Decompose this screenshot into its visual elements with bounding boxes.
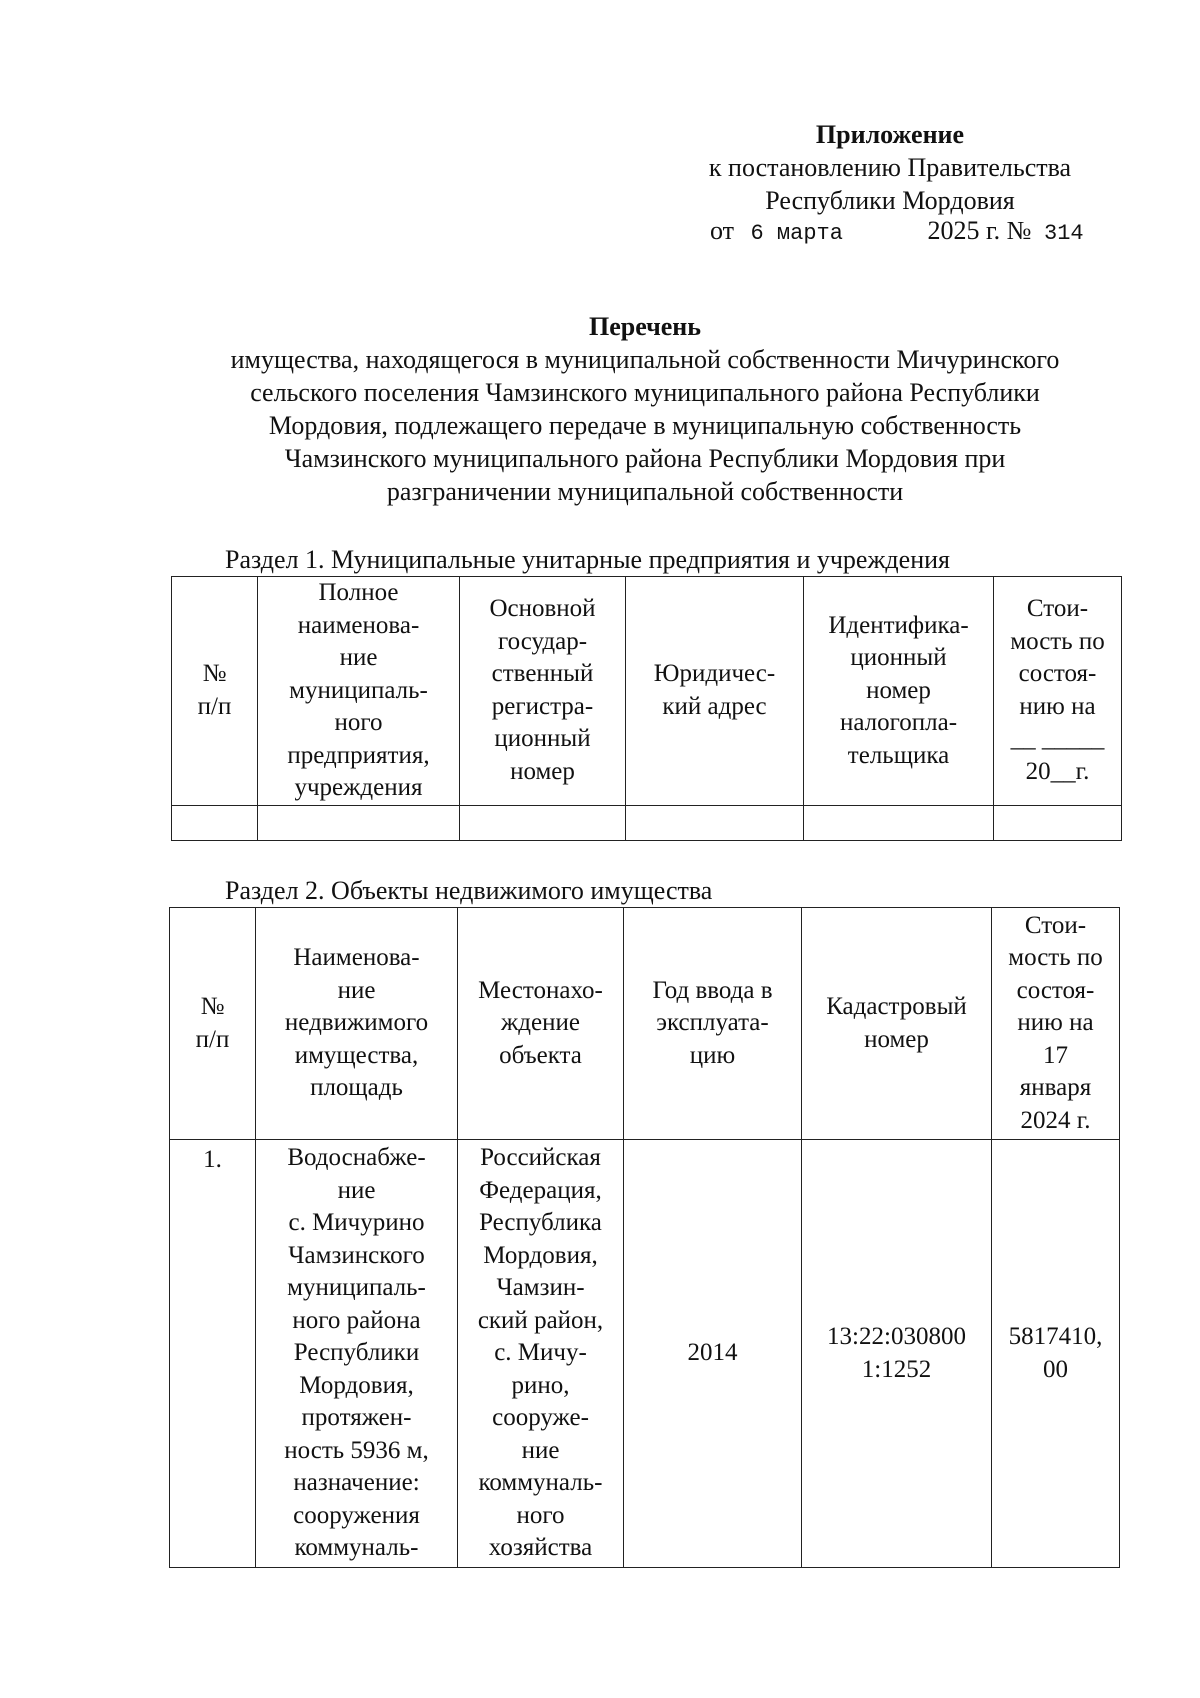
cell-text: Мордовия,	[299, 1371, 414, 1399]
header-text: эксплуата-	[656, 1009, 769, 1037]
cell-text: сооруже-	[492, 1404, 589, 1431]
header-cell-year	[624, 908, 802, 1140]
cell-text: 5817410,	[1008, 1323, 1103, 1350]
header-text: номер	[510, 757, 575, 785]
header-text: 2024 г.	[1020, 1106, 1091, 1134]
row-number: 1.	[170, 1140, 256, 1568]
document-subtitle-line: разграничении муниципальной собственности	[386, 477, 904, 506]
header-text: предприятия,	[287, 741, 430, 769]
table-cell	[258, 805, 460, 840]
header-text: регистра-	[491, 692, 594, 720]
cell-text: ного	[516, 1501, 565, 1529]
date-year: 2025 г. №	[927, 216, 1032, 245]
table-cell	[804, 805, 994, 840]
header-text: п/п	[197, 692, 232, 720]
section-1-heading: Раздел 1. Муниципальные унитарные предприятия и учреждения	[225, 545, 950, 574]
header-text: налогопла-	[839, 709, 958, 736]
cell-text: сооружения	[293, 1501, 420, 1529]
header-text: Кадастровый	[826, 993, 967, 1020]
header-text: недвижимого	[284, 1009, 429, 1037]
row-cost	[992, 1140, 1120, 1568]
cell-text: назначение:	[293, 1469, 420, 1496]
document-title: Перечень	[588, 312, 702, 341]
section-1-table	[171, 576, 1122, 841]
row-cadastral	[802, 1140, 992, 1568]
table-row-empty	[172, 805, 1122, 840]
appendix-line-2: Республики Мордовия	[765, 186, 1015, 215]
cell-text: коммуналь-	[294, 1534, 419, 1561]
header-cell-cadastral	[802, 908, 992, 1140]
header-text: учреждения	[294, 774, 423, 801]
header-text: имущества,	[294, 1041, 419, 1069]
header-cell-location	[458, 908, 624, 1140]
header-cell-inn	[804, 577, 994, 806]
header-text: площадь	[310, 1074, 403, 1102]
table-cell	[460, 805, 626, 840]
date-day: 6 марта	[750, 221, 843, 246]
header-text: ционный	[494, 725, 591, 753]
row-location	[458, 1140, 624, 1568]
header-text: ждение	[501, 1009, 580, 1037]
cell-text: Водоснабже-	[287, 1144, 426, 1171]
header-text: государ-	[497, 627, 588, 655]
cell-text: ние	[521, 1436, 560, 1464]
appendix-block	[680, 118, 1100, 217]
header-text: Основной	[489, 595, 596, 623]
header-text: ного	[334, 709, 383, 736]
cell-text: Чамзинского	[288, 1241, 425, 1269]
row-year: 2014	[624, 1140, 802, 1568]
cell-text: Чамзин-	[496, 1274, 585, 1301]
header-cell-property-name	[256, 908, 458, 1140]
header-cell-number	[172, 577, 258, 806]
header-text: января	[1019, 1074, 1092, 1102]
header-text: номер	[864, 1025, 929, 1053]
header-text: 20__г.	[1025, 757, 1090, 785]
header-text: цию	[689, 1041, 736, 1069]
header-text: №	[202, 660, 227, 688]
cell-text: муниципаль-	[287, 1274, 426, 1301]
header-text: Полное	[318, 579, 399, 606]
header-cell-number	[170, 908, 256, 1140]
header-cell-full-name	[258, 577, 460, 806]
header-cell-cost	[992, 908, 1120, 1140]
cell-text: Федерация,	[479, 1176, 602, 1204]
header-cell-cost	[994, 577, 1122, 806]
header-text: кий адрес	[662, 692, 767, 720]
header-text: №	[200, 993, 225, 1020]
cell-text: ного района	[292, 1306, 421, 1334]
cell-text: с. Мичу-	[494, 1339, 587, 1366]
header-text: ционный	[850, 644, 947, 671]
appendix-line-1: к постановлению Правительства	[708, 153, 1072, 182]
header-text: мость по	[1008, 944, 1103, 972]
row-property-name	[256, 1140, 458, 1568]
header-text: Наименова-	[293, 944, 420, 972]
cell-text: рино,	[511, 1371, 570, 1399]
appendix-date-line	[710, 216, 1084, 246]
header-text: 17	[1043, 1041, 1068, 1069]
header-text: ние	[339, 644, 378, 671]
header-cell-legal-address	[626, 577, 804, 806]
cell-text: 00	[1043, 1355, 1068, 1383]
header-text: Стои-	[1026, 595, 1089, 623]
cell-text: коммуналь-	[478, 1469, 603, 1496]
header-text: п/п	[195, 1025, 230, 1053]
table-row	[170, 1140, 1120, 1568]
table-header-row	[172, 577, 1122, 806]
header-text: Местонахо-	[478, 976, 603, 1004]
header-text: Идентифика-	[828, 611, 969, 639]
section-2-heading: Раздел 2. Объекты недвижимого имущества	[225, 876, 713, 905]
document-title-block	[170, 310, 1120, 508]
header-text: объекта	[499, 1041, 582, 1069]
header-text: нию на	[1019, 692, 1096, 720]
cell-text: ние	[337, 1176, 376, 1204]
table-cell	[994, 805, 1122, 840]
header-text: Год ввода в	[652, 976, 773, 1004]
header-text: ственный	[491, 660, 594, 688]
cell-text: ский район,	[477, 1306, 604, 1334]
cell-text: 13:22:030800	[827, 1323, 966, 1350]
cell-text: Российская	[480, 1144, 601, 1171]
header-text: __ _____	[1010, 725, 1105, 753]
header-text: муниципаль-	[289, 676, 428, 704]
header-text: Стои-	[1024, 911, 1087, 939]
header-text: наименова-	[297, 611, 420, 639]
header-text: мость по	[1010, 627, 1105, 655]
cell-text: протяжен-	[301, 1404, 412, 1431]
table-cell	[172, 805, 258, 840]
appendix-title: Приложение	[815, 120, 965, 149]
cell-text: хозяйства	[488, 1534, 593, 1561]
cell-text: 1:1252	[861, 1355, 932, 1383]
cell-text: Мордовия,	[483, 1241, 598, 1269]
document-subtitle-line: Мордовия, подлежащего передаче в муниципальную собственность	[268, 411, 1022, 440]
section-2-table	[169, 907, 1120, 1568]
header-text: нию на	[1017, 1009, 1094, 1037]
date-prefix: от	[710, 216, 735, 245]
header-text: Юридичес-	[653, 660, 776, 688]
document-subtitle-line: сельского поселения Чамзинского муниципального района Республики	[250, 378, 1040, 407]
cell-text: с. Мичурино	[288, 1209, 425, 1236]
document-subtitle-line: Чамзинского муниципального района Республики Мордовия при	[284, 444, 1006, 473]
header-text: номер	[866, 676, 931, 704]
cell-text: Республики	[293, 1339, 420, 1366]
date-number: 314	[1044, 221, 1084, 246]
header-text: ние	[337, 976, 376, 1004]
cell-text: Республика	[479, 1209, 602, 1236]
header-cell-ogrn	[460, 577, 626, 806]
table-cell	[626, 805, 804, 840]
cell-text: ность 5936 м,	[284, 1436, 429, 1464]
header-text: состоя-	[1016, 976, 1095, 1004]
table-header-row	[170, 908, 1120, 1140]
document-subtitle-line: имущества, находящегося в муниципальной собственности Мичуринского	[230, 345, 1060, 374]
header-text: состоя-	[1018, 660, 1097, 688]
header-text: тельщика	[847, 741, 950, 769]
